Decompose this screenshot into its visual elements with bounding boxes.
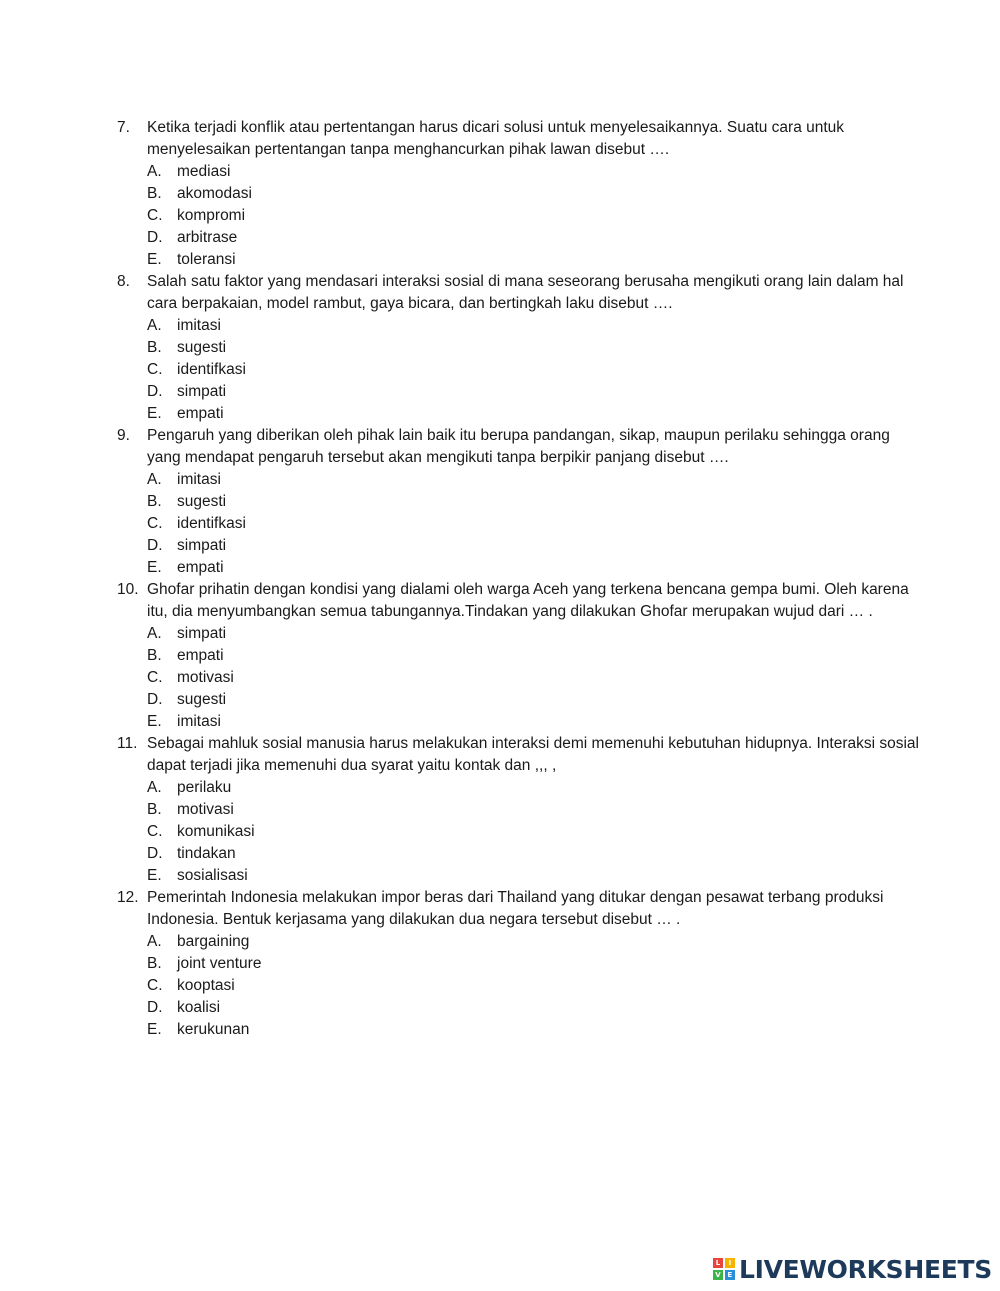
logo-mark-icon [713,1258,735,1280]
option-letter: B. [147,339,162,356]
option-letter: E. [147,251,162,268]
logo-mark-i: I [725,1258,735,1268]
option-letter: E. [147,867,162,884]
option-letter: D. [147,537,163,554]
question-number: 8. [117,273,130,290]
option-text: kooptasi [177,977,235,994]
question-text: Salah satu faktor yang mendasari interaksi sosial di mana seseorang berusaha mengikuti orang lain dalam hal cara berpakaian, model rambut, gaya bicara, dan bertingkah laku disebut …. [147,273,904,312]
option-text: tindakan [177,845,236,862]
question-8 [117,271,922,425]
option-letter: B. [147,955,162,972]
answer-option [147,777,922,799]
answer-option [147,337,922,359]
option-letter: C. [147,207,163,224]
option-text: bargaining [177,933,250,950]
answer-options [147,931,922,1041]
option-text: imitasi [177,713,221,730]
answer-option [147,623,922,645]
question-7 [117,117,922,271]
option-letter: A. [147,471,162,488]
option-letter: E. [147,559,162,576]
option-letter: A. [147,163,162,180]
option-letter: C. [147,977,163,994]
option-text: sosialisasi [177,867,248,884]
answer-option [147,667,922,689]
answer-option [147,799,922,821]
question-number: 12. [117,889,139,906]
option-letter: B. [147,493,162,510]
answer-option [147,953,922,975]
answer-options [147,161,922,271]
question-text: Pemerintah Indonesia melakukan impor beras dari Thailand yang ditukar dengan pesawat terbang produksi Indonesia. Bentuk kerjasama yang dilakukan dua negara tersebut disebut … . [147,889,884,928]
question-text: Pengaruh yang diberikan oleh pihak lain baik itu berupa pandangan, sikap, maupun perilaku sehingga orang yang mendapat pengaruh tersebut akan mengikuti tanpa berpikir panjang disebut …. [147,427,890,466]
question-text: Sebagai mahluk sosial manusia harus melakukan interaksi demi memenuhi kebutuhan hidupnya. Interaksi sosial dapat terjadi jika memenuhi dua syarat yaitu kontak dan ,,, , [147,735,919,774]
option-letter: B. [147,801,162,818]
option-text: perilaku [177,779,232,796]
answer-option [147,205,922,227]
answer-option [147,865,922,887]
answer-option [147,975,922,997]
answer-option [147,513,922,535]
option-letter: D. [147,383,163,400]
question-text: Ghofar prihatin dengan kondisi yang dialami oleh warga Aceh yang terkena bencana gempa bumi. Oleh karena itu, dia menyumbangkan semua tabungannya.Tindakan yang dilakukan Ghofar merupakan wujud dari … . [147,581,909,620]
question-11 [117,733,922,887]
option-letter: E. [147,405,162,422]
option-text: sugesti [177,691,227,708]
option-letter: D. [147,845,163,862]
option-letter: E. [147,1021,162,1038]
logo-mark-e: E [725,1270,735,1280]
worksheet [117,117,922,1041]
answer-option [147,535,922,557]
option-letter: C. [147,823,163,840]
question-text: Ketika terjadi konflik atau pertentangan harus dicari solusi untuk menyelesaikannya. Suatu cara untuk menyelesaikan pertentangan tanpa menghancurkan pihak lawan disebut …. [147,119,845,158]
answer-option [147,821,922,843]
option-text: kerukunan [177,1021,250,1038]
answer-option [147,469,922,491]
answer-option [147,931,922,953]
liveworksheets-logo [713,1255,992,1283]
option-letter: D. [147,691,163,708]
option-letter: A. [147,779,162,796]
option-text: identifkasi [177,361,246,378]
option-text: empati [177,647,224,664]
answer-option [147,491,922,513]
logo-mark-l: L [713,1258,723,1268]
answer-option [147,315,922,337]
answer-option [147,227,922,249]
answer-option [147,997,922,1019]
answer-option [147,359,922,381]
option-text: toleransi [177,251,236,268]
option-text: akomodasi [177,185,252,202]
option-text: imitasi [177,317,221,334]
option-letter: E. [147,713,162,730]
answer-options [147,315,922,425]
answer-option [147,689,922,711]
answer-option [147,843,922,865]
option-text: mediasi [177,163,231,180]
question-number: 11. [117,735,138,752]
logo-mark-v: V [713,1270,723,1280]
question-12 [117,887,922,1041]
option-text: kompromi [177,207,246,224]
logo-text: LIVEWORKSHEETS [738,1254,992,1284]
answer-option [147,557,922,579]
option-text: identifkasi [177,515,246,532]
option-text: simpati [177,537,227,554]
option-letter: B. [147,647,162,664]
answer-option [147,403,922,425]
option-text: komunikasi [177,823,255,840]
question-number: 10. [117,581,139,598]
option-letter: B. [147,185,162,202]
option-letter: C. [147,515,163,532]
answer-option [147,645,922,667]
option-text: empati [177,405,224,422]
question-10 [117,579,922,733]
answer-option [147,711,922,733]
option-text: empati [177,559,224,576]
option-letter: A. [147,933,162,950]
option-text: simpati [177,383,227,400]
answer-option [147,1019,922,1041]
option-text: arbitrase [177,229,238,246]
option-text: motivasi [177,669,234,686]
option-text: joint venture [177,955,262,972]
option-letter: C. [147,669,163,686]
question-number: 9. [117,427,130,444]
option-text: sugesti [177,493,227,510]
answer-option [147,161,922,183]
answer-option [147,381,922,403]
option-text: koalisi [177,999,221,1016]
question-number: 7. [117,119,130,136]
answer-options [147,623,922,733]
question-9 [117,425,922,579]
answer-option [147,249,922,271]
option-letter: A. [147,317,162,334]
option-letter: D. [147,999,163,1016]
option-text: imitasi [177,471,221,488]
option-letter: A. [147,625,162,642]
option-letter: D. [147,229,163,246]
option-letter: C. [147,361,163,378]
option-text: sugesti [177,339,227,356]
answer-options [147,469,922,579]
option-text: simpati [177,625,227,642]
option-text: motivasi [177,801,234,818]
answer-option [147,183,922,205]
answer-options [147,777,922,887]
